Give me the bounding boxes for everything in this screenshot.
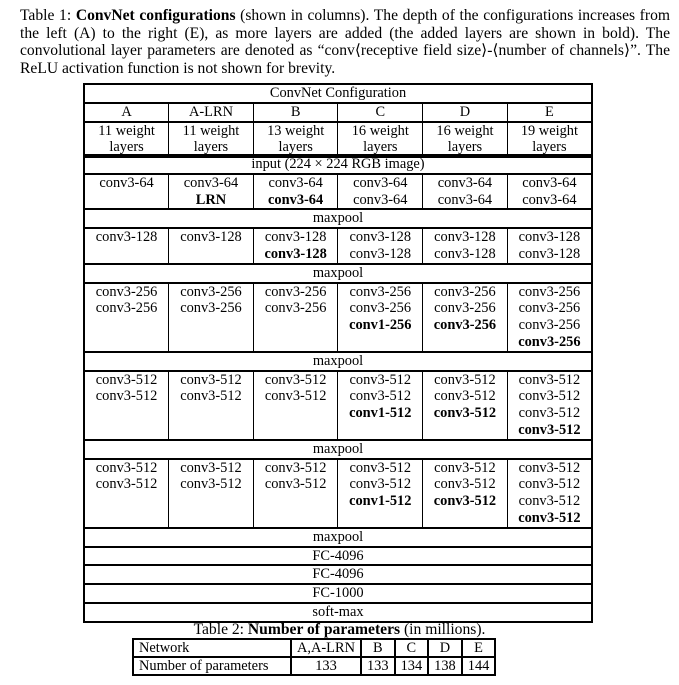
table2-caption-text: (in millions).	[400, 621, 486, 638]
layer-cell	[169, 283, 254, 352]
added-layer: conv3-64	[268, 191, 324, 208]
layer-cell	[423, 174, 508, 210]
table1-caption-title: ConvNet configurations	[75, 7, 236, 24]
table-row	[84, 84, 592, 103]
table-row	[84, 283, 592, 352]
depth-line: 16 weight	[351, 122, 409, 139]
config-name: E	[507, 103, 592, 122]
layer-span: maxpool	[84, 264, 592, 283]
table-row	[84, 440, 592, 459]
layer-cell	[84, 174, 169, 210]
param-cell: D	[428, 639, 462, 657]
layer: conv3-256	[434, 283, 496, 300]
layer-span: FC-4096	[84, 565, 592, 584]
layer: conv3-512	[518, 493, 581, 510]
layer: conv3-256	[518, 300, 581, 317]
layer: conv3-64	[183, 174, 239, 191]
layer-cell	[169, 371, 254, 440]
layer: conv3-64	[99, 174, 154, 191]
added-layer: conv1-512	[349, 493, 412, 510]
layer: conv3-64	[268, 174, 323, 191]
layer-cell	[253, 174, 338, 210]
layer-cell	[338, 283, 423, 352]
table2-caption	[0, 621, 679, 639]
layer-cell	[169, 459, 254, 528]
layer-cell	[84, 228, 169, 264]
table-row	[84, 565, 592, 584]
layer-span: FC-4096	[84, 547, 592, 566]
config-name: D	[423, 103, 508, 122]
added-layer: LRN	[195, 191, 227, 208]
layer: conv3-512	[434, 388, 496, 405]
layer: conv3-512	[180, 476, 242, 493]
table-row	[84, 264, 592, 283]
config-depth	[84, 122, 169, 158]
depth-line: 11 weight	[98, 122, 155, 139]
layer-cell	[169, 228, 254, 264]
config-depth	[253, 122, 338, 158]
layer-span: soft-max	[84, 603, 592, 622]
table-row	[84, 174, 592, 210]
layer: conv3-64	[437, 191, 493, 208]
layer-cell	[338, 371, 423, 440]
layer: conv3-512	[95, 371, 158, 388]
added-layer: conv3-512	[433, 493, 497, 510]
param-cell: C	[395, 639, 429, 657]
layer: conv3-512	[349, 459, 412, 476]
added-layer: conv3-512	[433, 405, 497, 422]
layer: conv3-512	[518, 459, 581, 476]
added-layer: conv1-512	[349, 405, 412, 422]
layer: conv3-64	[522, 174, 577, 191]
layer: conv3-128	[349, 229, 412, 246]
layer: conv3-256	[264, 300, 327, 317]
layer: conv3-512	[264, 459, 327, 476]
layer: conv3-512	[264, 476, 327, 493]
layer-cell	[338, 174, 423, 210]
layer: conv3-128	[180, 229, 242, 246]
config-name: A	[84, 103, 169, 122]
layer: conv3-128	[518, 245, 581, 262]
depth-line: layers	[278, 139, 313, 156]
config-depth	[423, 122, 508, 158]
added-layer: conv1-256	[349, 317, 412, 334]
layer-cell	[507, 283, 592, 352]
depth-line: layers	[193, 139, 229, 156]
layer-cell	[423, 459, 508, 528]
layer: conv3-128	[264, 229, 327, 246]
layer: conv3-128	[349, 245, 412, 262]
layer-cell	[253, 228, 338, 264]
layer: conv3-256	[518, 317, 581, 334]
layer: conv3-256	[180, 300, 242, 317]
table-row	[84, 228, 592, 264]
layer: conv3-512	[518, 405, 581, 422]
table1-caption-text: (shown in columns). The depth of the configurations increases from the left (A) to the right (E), as more layers are added (the added layers are shown in bold). The convolutional layer parameters are denoted as “conv⟨receptive field size⟩-⟨number of channels⟩”. The ReLU activation function is not shown for brevity.	[20, 7, 670, 77]
layer-span: maxpool	[84, 209, 592, 228]
added-layer: conv3-512	[518, 421, 581, 438]
added-layer: conv3-256	[433, 317, 497, 334]
layer: conv3-512	[434, 371, 496, 388]
layer: conv3-512	[349, 388, 412, 405]
layer-cell	[423, 371, 508, 440]
layer-cell	[507, 174, 592, 210]
table-row	[84, 155, 592, 174]
layer-cell	[423, 283, 508, 352]
layer: conv3-64	[522, 191, 577, 208]
layer-span: input (224 × 224 RGB image)	[84, 155, 592, 174]
config-name: C	[338, 103, 423, 122]
table-row	[84, 122, 592, 158]
layer-cell	[423, 228, 508, 264]
depth-line: 19 weight	[520, 122, 578, 139]
layer: conv3-256	[180, 283, 242, 300]
layer-cell	[507, 228, 592, 264]
layer: conv3-256	[95, 283, 158, 300]
added-layer: conv3-128	[264, 245, 327, 262]
layer: conv3-512	[95, 476, 158, 493]
layer: conv3-256	[264, 283, 327, 300]
layer: conv3-512	[264, 371, 327, 388]
layer-span: maxpool	[84, 352, 592, 371]
layer-span: FC-1000	[84, 584, 592, 603]
layer: conv3-512	[518, 476, 581, 493]
table2-caption-label: Table 2:	[193, 621, 245, 638]
layer: conv3-256	[349, 283, 412, 300]
table-row	[84, 209, 592, 228]
depth-line: 13 weight	[267, 122, 325, 139]
layer-cell	[253, 459, 338, 528]
table-row	[84, 371, 592, 440]
layer-cell	[507, 459, 592, 528]
depth-line: layers	[363, 139, 398, 156]
layer: conv3-512	[518, 371, 581, 388]
table1-header	[83, 83, 593, 158]
depth-line: 16 weight	[436, 122, 494, 139]
config-depth	[507, 122, 592, 158]
layer-cell	[253, 283, 338, 352]
layer: conv3-512	[434, 476, 496, 493]
layer: conv3-512	[349, 476, 412, 493]
layer: conv3-512	[434, 459, 496, 476]
param-cell: B	[361, 639, 395, 657]
config-depth	[169, 122, 254, 158]
table-row	[133, 639, 495, 657]
layer: conv3-256	[349, 300, 412, 317]
table-row	[84, 528, 592, 547]
depth-line: 11 weight	[182, 122, 240, 139]
layer: conv3-512	[95, 459, 158, 476]
config-name: B	[253, 103, 338, 122]
layer: conv3-256	[95, 300, 158, 317]
layer-cell	[84, 283, 169, 352]
table-row	[133, 657, 495, 675]
depth-line: layers	[447, 139, 483, 156]
layer-cell	[338, 459, 423, 528]
added-layer: conv3-512	[518, 509, 581, 526]
layer: conv3-512	[95, 388, 158, 405]
layer-cell	[338, 228, 423, 264]
table2-parameters	[132, 638, 496, 676]
layer: conv3-512	[180, 459, 242, 476]
layer-cell	[84, 371, 169, 440]
table-row	[84, 584, 592, 603]
layer: conv3-512	[180, 388, 242, 405]
param-cell: 138	[428, 657, 462, 675]
added-layer: conv3-256	[518, 333, 581, 350]
layer: conv3-64	[353, 191, 408, 208]
table-row	[84, 103, 592, 122]
table-row	[84, 352, 592, 371]
layer-cell	[253, 371, 338, 440]
layer: conv3-512	[180, 371, 242, 388]
param-cell: 144	[462, 657, 496, 675]
table1-body	[83, 154, 593, 623]
layer: conv3-128	[434, 245, 496, 262]
layer: conv3-256	[434, 300, 496, 317]
layer: conv3-64	[353, 174, 408, 191]
param-cell: 134	[395, 657, 429, 675]
param-cell: 133	[291, 657, 361, 675]
param-cell: 133	[361, 657, 395, 675]
layer-cell	[169, 174, 254, 210]
layer: conv3-128	[434, 229, 496, 246]
depth-line: layers	[109, 139, 144, 156]
config-depth	[338, 122, 423, 158]
layer: conv3-128	[518, 229, 581, 246]
header-title: ConvNet Configuration	[84, 84, 592, 103]
param-cell: A,A-LRN	[291, 639, 361, 657]
table-row	[84, 603, 592, 622]
config-name: A-LRN	[169, 103, 254, 122]
param-cell: E	[462, 639, 496, 657]
table-row	[84, 459, 592, 528]
depth-line: layers	[532, 139, 567, 156]
row-label: Network	[133, 639, 291, 657]
layer-cell	[507, 371, 592, 440]
table2-caption-title: Number of parameters	[247, 621, 401, 638]
layer: conv3-128	[95, 229, 158, 246]
table1-caption-label: Table 1:	[20, 7, 72, 24]
row-label: Number of parameters	[133, 657, 291, 675]
layer-span: maxpool	[84, 528, 592, 547]
table1-caption	[20, 7, 670, 77]
layer-cell	[84, 459, 169, 528]
table-row	[84, 547, 592, 566]
layer: conv3-512	[349, 371, 412, 388]
layer-span: maxpool	[84, 440, 592, 459]
layer: conv3-256	[518, 283, 581, 300]
layer: conv3-64	[437, 174, 493, 191]
layer: conv3-512	[264, 388, 327, 405]
layer: conv3-512	[518, 388, 581, 405]
